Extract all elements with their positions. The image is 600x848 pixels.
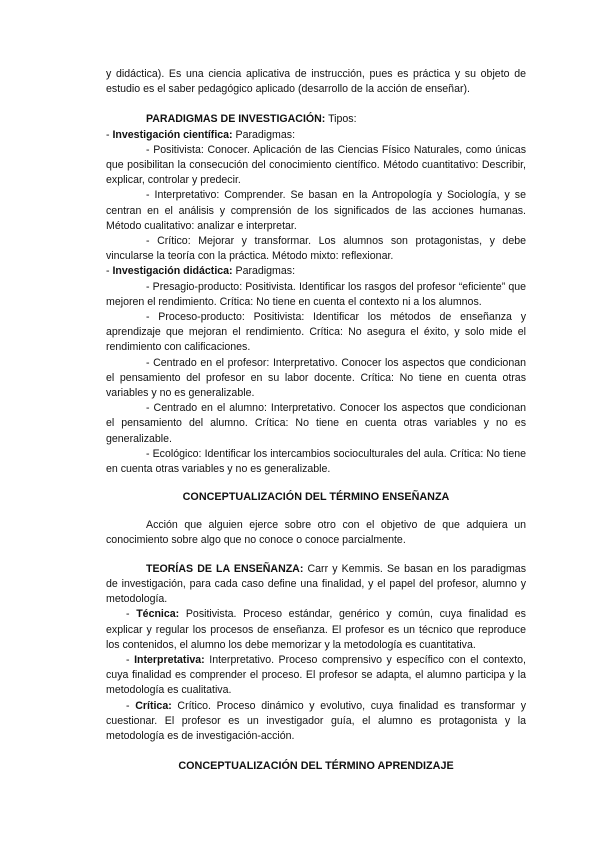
didactica-item-ecologico: - Ecológico: Identificar los intercambios socioculturales del aula. Crítica: No tiene en cuenta otras variables y no es generalizable. [106,447,526,476]
teoria-text: Crítico. Proceso dinámico y evolutivo, cuya finalidad es transformar y cuestionar. El profesor es un investigador guía, el alumno es protagonista y la metodología es de investigación-acción. [106,699,526,742]
paradigmas-heading [106,112,526,127]
teoria-prefix: - [126,653,135,666]
spacer [106,549,526,562]
cientifica-rest: Paradigmas: [232,128,296,141]
intro-paragraph: y didáctica). Es una ciencia aplicativa de instrucción, pues es práctica y su objeto de estudio es el saber pedagógico aplicado (desarrollo de la acción de enseñar). [106,68,526,96]
didactica-label: Investigación didáctica: [112,265,233,278]
paradigmas-heading-label: PARADIGMAS DE INVESTIGACIÓN: [146,113,326,126]
cientifica-prefix: - [106,128,113,141]
text-column [106,67,526,774]
aprendizaje-title: CONCEPTUALIZACIÓN DEL TÉRMINO APRENDIZAJE [178,760,454,773]
teorias-paragraph [106,562,526,608]
cientifica-item-positivista: - Positivista: Conocer. Aplicación de las Ciencias Físico Naturales, como únicas que posibilitan la consecución del conocimiento científico. Método cuantitativo: Describir, explicar, controlar y predecir. [106,143,526,187]
spacer [106,97,526,112]
spacer [106,477,526,490]
teoria-text: Interpretativo. Proceso comprensivo y específico con el contexto, cuya finalidad es comprender el proceso. El profesor se adapta, el alumno participa y la metodología es cualitativa. [106,653,526,697]
teoria-item-interpretativa [106,653,526,699]
ensenanza-title: CONCEPTUALIZACIÓN DEL TÉRMINO ENSEÑANZA [182,491,450,504]
didactica-prefix: - [106,265,113,278]
teoria-item-tecnica [106,607,526,653]
spacer [106,505,526,518]
didactica-item-presagio: - Presagio-producto: Positivista. Identificar los rasgos del profesor “eficiente” que mejoren el rendimiento. Crítica: No tiene en cuenta el contexto ni a los alumnos. [106,280,526,308]
teoria-prefix: - [126,608,137,621]
cientifica-item-critico: - Crítico: Mejorar y transformar. Los alumnos son protagonistas, y debe vincularse la teoría con la práctica. Método mixto: reflexionar. [106,235,526,263]
teoria-prefix: - [126,699,136,712]
teorias-label: TEORÍAS DE LA ENSEÑANZA: [146,562,304,575]
didactica-item-proceso: - Proceso-producto: Positivista: Identificar los métodos de enseñanza y aprendizaje que mejoran el rendimiento. Crítica: No asegura el éxito, y solo mide el rendimiento con calificaciones. [106,311,526,354]
paradigmas-heading-rest: Tipos: [325,113,357,126]
ensenanza-definition: Acción que alguien ejerce sobre otro con el objetivo de que adquiera un conocimiento sobre algo que no conoce o conoce parcialmente. [106,519,526,547]
didactica-heading [106,264,526,279]
teoria-item-critica [106,699,526,745]
teoria-label: Crítica: [135,699,172,712]
teorias-text: Carr y Kemmis. Se basan en los paradigmas de investigación, para cada caso define una finalidad, y el papel del profesor, alumno y metodología. [106,562,526,606]
spacer [106,744,526,759]
cientifica-label: Investigación científica: [112,128,233,141]
teoria-text: Positivista. Proceso estándar, genérico y común, cuya finalidad es explicar y regular los procesos de enseñanza. El profesor es un técnico que reproduce los contenidos, el alumno los debe memorizar y la metodología es cuantitativa. [106,608,526,651]
didactica-item-alumno: - Centrado en el alumno: Interpretativo. Conocer los aspectos que condicionan el pensamiento del alumno. Crítica: No tiene en cuenta otras variables y no es generalizable. [106,402,526,445]
teoria-label: Técnica: [136,608,180,621]
didactica-item-profesor: - Centrado en el profesor: Interpretativo. Conocer los aspectos que condicionan el pensamiento del profesor en su labor docente. Crítica: No tiene en cuenta otras variables y no es generalizable. [106,356,526,400]
didactica-rest: Paradigmas: [232,265,296,278]
cientifica-item-interpretativo: - Interpretativo: Comprender. Se basan en la Antropología y Sociología, y se centran en el análisis y comprensión de los significados de las acciones humanas. Método cualitativo: analizar e interpretar. [106,189,526,232]
teoria-label: Interpretativa: [134,653,205,666]
cientifica-heading [106,128,526,143]
